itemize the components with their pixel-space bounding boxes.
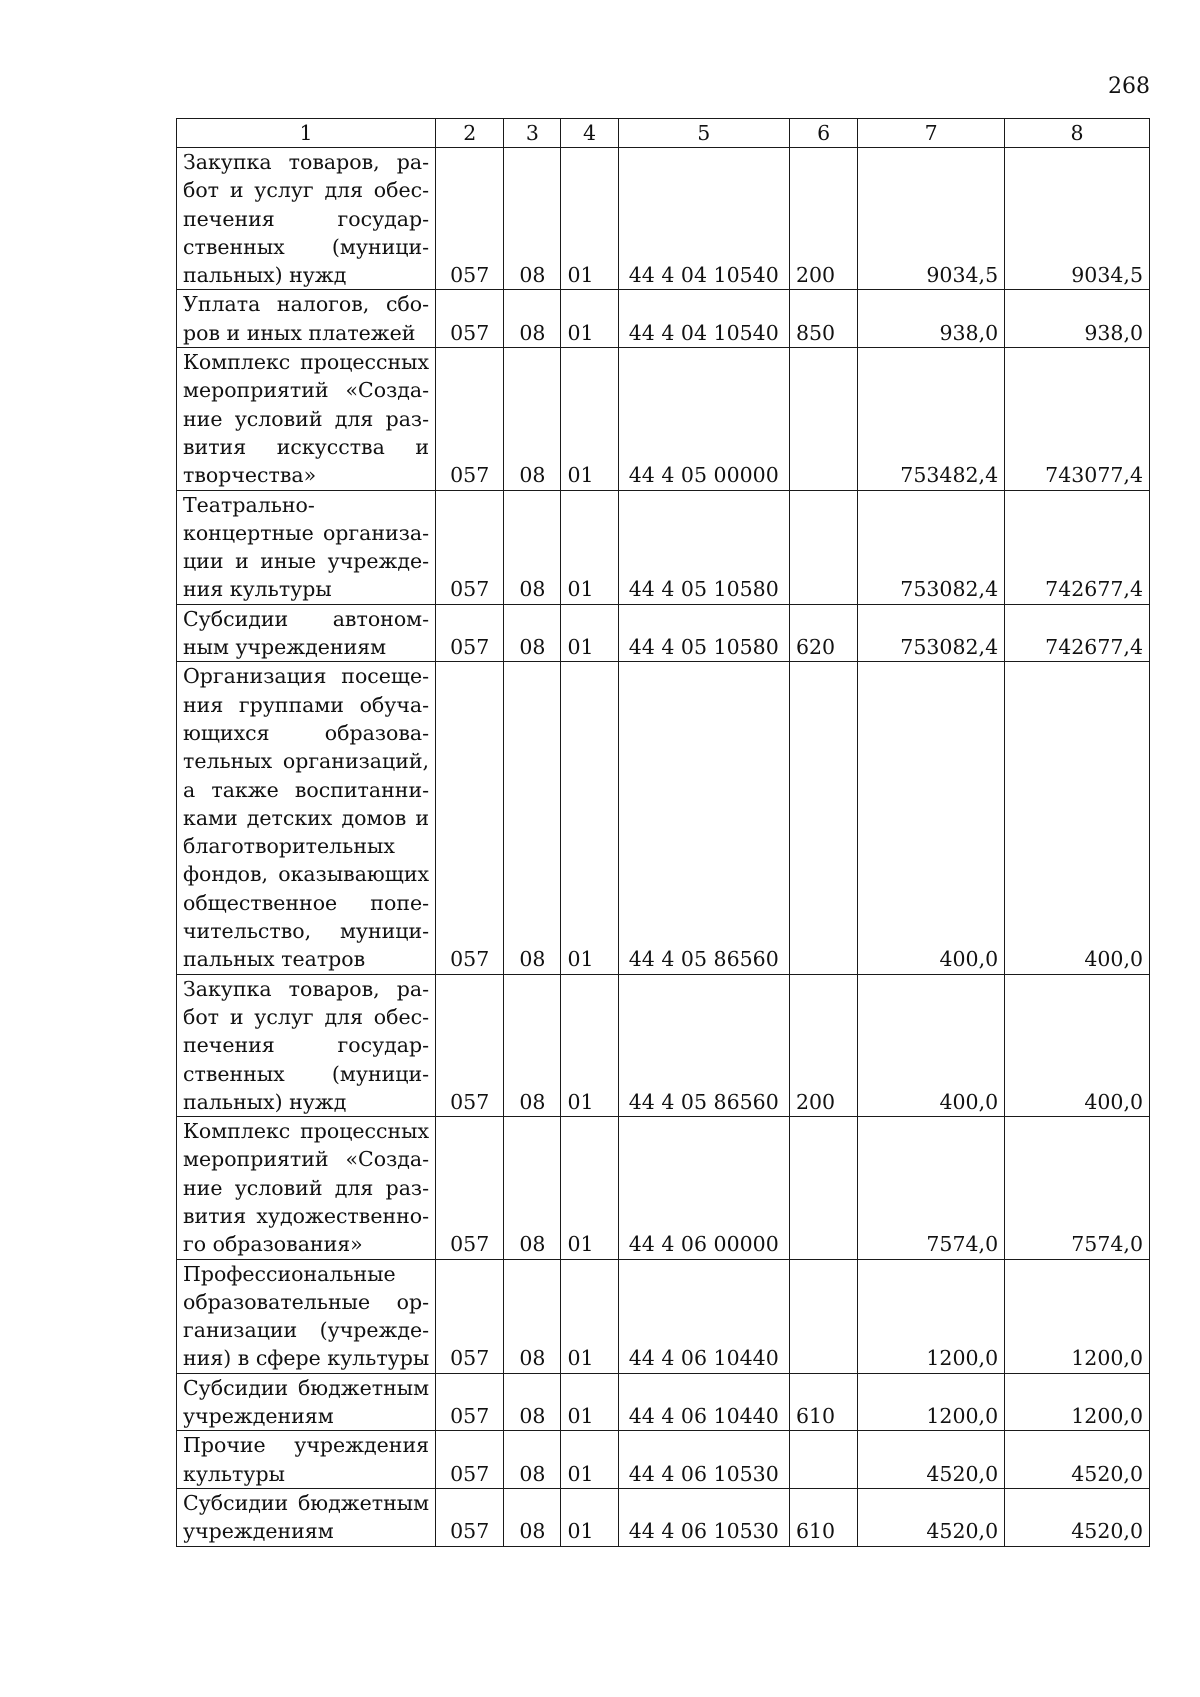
column-header: 5 [618, 119, 789, 148]
cell-subsection: 01 [561, 490, 618, 604]
column-header: 3 [504, 119, 561, 148]
cell-expense-type: 200 [789, 148, 857, 290]
cell-section: 08 [504, 1488, 561, 1546]
item-name-line: ственных (муници- [183, 1061, 430, 1086]
cell-section: 08 [504, 974, 561, 1116]
item-name-line: Комплекс процессных [183, 350, 430, 375]
cell-expense-type: 610 [789, 1488, 857, 1546]
item-name-line: концертные организа- [183, 520, 430, 545]
cell-subsection: 01 [561, 1259, 618, 1373]
cell-section: 08 [504, 1259, 561, 1373]
cell-item-name [177, 490, 436, 604]
cell-amount-year-2: 4520,0 [1005, 1488, 1150, 1546]
item-name-line: бот и услуг для обес- [183, 178, 430, 203]
cell-subsection: 01 [561, 290, 618, 348]
table-row [177, 604, 1150, 662]
cell-ministry-code: 057 [436, 1431, 504, 1489]
cell-amount-year-1: 400,0 [858, 974, 1005, 1116]
item-name-line: Прочие учреждения [183, 1433, 430, 1458]
cell-expense-type: 850 [789, 290, 857, 348]
cell-ministry-code: 057 [436, 974, 504, 1116]
item-name-line: благотворительных [183, 834, 395, 859]
item-name-line: культуры [183, 1461, 285, 1486]
item-name-line: Театрально- [183, 492, 315, 517]
item-name-line: ции и иные учрежде- [183, 549, 430, 574]
item-name-line: образовательные ор- [183, 1289, 430, 1314]
cell-amount-year-2: 1200,0 [1005, 1259, 1150, 1373]
cell-ministry-code: 057 [436, 290, 504, 348]
item-name-line: пальных) нужд [183, 1089, 347, 1114]
cell-expense-type: 200 [789, 974, 857, 1116]
cell-expense-type [789, 348, 857, 490]
item-name-line: Субсидии бюджетным [183, 1375, 430, 1400]
cell-target-article: 44 4 06 10530 [618, 1431, 789, 1489]
cell-item-name [177, 290, 436, 348]
cell-amount-year-1: 9034,5 [858, 148, 1005, 290]
cell-item-name [177, 662, 436, 974]
item-name-line: чительство, муници- [183, 919, 430, 944]
item-name-line: Субсидии автоном- [183, 606, 430, 631]
cell-amount-year-2: 1200,0 [1005, 1373, 1150, 1431]
cell-item-name [177, 1431, 436, 1489]
cell-section: 08 [504, 1373, 561, 1431]
item-name-line: Уплата налогов, сбо- [183, 292, 430, 317]
item-name-line: Комплекс процессных [183, 1119, 430, 1144]
item-name-line: тельных организаций, [183, 749, 430, 774]
item-name-line: учреждениям [183, 1404, 334, 1429]
cell-section: 08 [504, 148, 561, 290]
cell-amount-year-1: 1200,0 [858, 1259, 1005, 1373]
cell-section: 08 [504, 1431, 561, 1489]
item-name-line: Закупка товаров, ра- [183, 976, 430, 1001]
table-row [177, 490, 1150, 604]
cell-target-article: 44 4 05 10580 [618, 604, 789, 662]
cell-subsection: 01 [561, 348, 618, 490]
header-row [177, 119, 1150, 148]
cell-amount-year-1: 938,0 [858, 290, 1005, 348]
cell-ministry-code: 057 [436, 1373, 504, 1431]
cell-expense-type [789, 490, 857, 604]
cell-expense-type: 610 [789, 1373, 857, 1431]
cell-amount-year-1: 7574,0 [858, 1117, 1005, 1259]
cell-subsection: 01 [561, 1117, 618, 1259]
item-name-line: ным учреждениям [183, 635, 387, 660]
cell-amount-year-1: 400,0 [858, 662, 1005, 974]
item-name-line: ганизации (учрежде- [183, 1318, 430, 1343]
cell-amount-year-1: 753482,4 [858, 348, 1005, 490]
cell-target-article: 44 4 04 10540 [618, 148, 789, 290]
table-row [177, 1431, 1150, 1489]
cell-item-name [177, 1488, 436, 1546]
cell-item-name [177, 604, 436, 662]
item-name-line: печения государ- [183, 206, 430, 231]
cell-amount-year-1: 1200,0 [858, 1373, 1005, 1431]
cell-target-article: 44 4 04 10540 [618, 290, 789, 348]
item-name-line: мероприятий «Созда- [183, 1147, 430, 1172]
item-name-line: бот и услуг для обес- [183, 1004, 430, 1029]
table-row [177, 348, 1150, 490]
column-header: 6 [789, 119, 857, 148]
item-name-line: го образования» [183, 1232, 363, 1257]
item-name-line: ющихся образова- [183, 720, 430, 745]
item-name-line: учреждениям [183, 1519, 334, 1544]
cell-item-name [177, 974, 436, 1116]
cell-amount-year-2: 400,0 [1005, 974, 1150, 1116]
table-row [177, 1488, 1150, 1546]
item-name-line: ственных (муници- [183, 234, 430, 259]
cell-ministry-code: 057 [436, 604, 504, 662]
table-row [177, 662, 1150, 974]
column-header: 7 [858, 119, 1005, 148]
cell-subsection: 01 [561, 974, 618, 1116]
cell-amount-year-2: 742677,4 [1005, 490, 1150, 604]
table-row [177, 1117, 1150, 1259]
cell-item-name [177, 1373, 436, 1431]
item-name-line: фондов, оказывающих [183, 862, 430, 887]
cell-item-name [177, 1117, 436, 1259]
item-name-line: пальных театров [183, 947, 366, 972]
cell-ministry-code: 057 [436, 1488, 504, 1546]
item-name-line: вития художественно- [183, 1203, 430, 1228]
item-name-line: ние условий для раз- [183, 1175, 430, 1200]
cell-expense-type [789, 1117, 857, 1259]
table-row [177, 974, 1150, 1116]
cell-section: 08 [504, 662, 561, 974]
cell-amount-year-2: 4520,0 [1005, 1431, 1150, 1489]
cell-amount-year-2: 9034,5 [1005, 148, 1150, 290]
item-name-line: общественное попе- [183, 890, 430, 915]
cell-target-article: 44 4 06 10440 [618, 1259, 789, 1373]
item-name-line: пальных) нужд [183, 263, 347, 288]
item-name-line: ния группами обуча- [183, 692, 430, 717]
cell-amount-year-1: 4520,0 [858, 1488, 1005, 1546]
item-name-line: Профессиональные [183, 1261, 396, 1286]
cell-target-article: 44 4 05 86560 [618, 662, 789, 974]
cell-section: 08 [504, 490, 561, 604]
cell-item-name [177, 348, 436, 490]
cell-expense-type [789, 662, 857, 974]
cell-expense-type [789, 1259, 857, 1373]
cell-expense-type [789, 1431, 857, 1489]
cell-subsection: 01 [561, 604, 618, 662]
cell-section: 08 [504, 1117, 561, 1259]
table-row [177, 148, 1150, 290]
cell-item-name [177, 148, 436, 290]
cell-target-article: 44 4 06 10530 [618, 1488, 789, 1546]
budget-table [176, 118, 1150, 1547]
item-name-line: а также воспитанни- [183, 777, 430, 802]
item-name-line: Субсидии бюджетным [183, 1490, 430, 1515]
cell-target-article: 44 4 06 10440 [618, 1373, 789, 1431]
cell-target-article: 44 4 05 10580 [618, 490, 789, 604]
cell-ministry-code: 057 [436, 490, 504, 604]
cell-ministry-code: 057 [436, 1117, 504, 1259]
column-header: 8 [1005, 119, 1150, 148]
column-header: 1 [177, 119, 436, 148]
cell-subsection: 01 [561, 1431, 618, 1489]
item-name-line: ния) в сфере культуры [183, 1346, 430, 1371]
item-name-line: вития искусства и [183, 434, 430, 459]
table-body [177, 148, 1150, 1547]
table-header [177, 119, 1150, 148]
cell-ministry-code: 057 [436, 662, 504, 974]
cell-ministry-code: 057 [436, 1259, 504, 1373]
table-row [177, 1259, 1150, 1373]
cell-subsection: 01 [561, 1373, 618, 1431]
cell-expense-type: 620 [789, 604, 857, 662]
cell-amount-year-1: 4520,0 [858, 1431, 1005, 1489]
page-number: 268 [1108, 74, 1150, 99]
cell-amount-year-2: 400,0 [1005, 662, 1150, 974]
item-name-line: Организация посеще- [183, 664, 430, 689]
cell-section: 08 [504, 604, 561, 662]
cell-amount-year-1: 753082,4 [858, 604, 1005, 662]
cell-item-name [177, 1259, 436, 1373]
cell-subsection: 01 [561, 148, 618, 290]
cell-subsection: 01 [561, 662, 618, 974]
item-name-line: творчества» [183, 463, 317, 488]
cell-amount-year-2: 7574,0 [1005, 1117, 1150, 1259]
cell-section: 08 [504, 290, 561, 348]
cell-amount-year-1: 753082,4 [858, 490, 1005, 604]
cell-amount-year-2: 938,0 [1005, 290, 1150, 348]
cell-amount-year-2: 743077,4 [1005, 348, 1150, 490]
cell-subsection: 01 [561, 1488, 618, 1546]
item-name-line: мероприятий «Созда- [183, 378, 430, 403]
cell-section: 08 [504, 348, 561, 490]
column-header: 2 [436, 119, 504, 148]
item-name-line: ками детских домов и [183, 805, 430, 830]
table-row [177, 290, 1150, 348]
cell-amount-year-2: 742677,4 [1005, 604, 1150, 662]
item-name-line: ния культуры [183, 577, 332, 602]
cell-target-article: 44 4 06 00000 [618, 1117, 789, 1259]
item-name-line: Закупка товаров, ра- [183, 150, 430, 174]
cell-ministry-code: 057 [436, 348, 504, 490]
cell-target-article: 44 4 05 00000 [618, 348, 789, 490]
cell-target-article: 44 4 05 86560 [618, 974, 789, 1116]
table-row [177, 1373, 1150, 1431]
column-header: 4 [561, 119, 618, 148]
item-name-line: печения государ- [183, 1033, 430, 1058]
cell-ministry-code: 057 [436, 148, 504, 290]
item-name-line: ров и иных платежей [183, 320, 416, 345]
item-name-line: ние условий для раз- [183, 406, 430, 431]
